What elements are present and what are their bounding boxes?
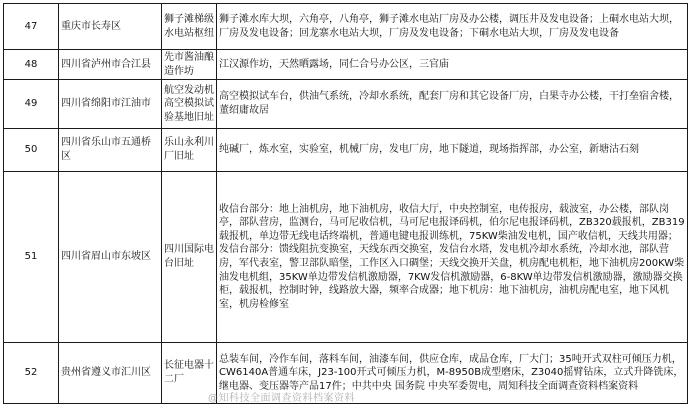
row-site-name: 长征电器十二厂 [162, 343, 217, 404]
row-site-name: 四川国际电台旧址 [162, 172, 217, 343]
row-number: 47 [4, 4, 59, 50]
row-location: 四川省眉山市东坡区 [59, 172, 162, 343]
row-location: 重庆市长寿区 [59, 4, 162, 50]
row-site-name: 乐山永利川厂旧址 [162, 129, 217, 172]
row-site-name: 航空发动机高空模拟试验基地旧址 [162, 80, 217, 129]
row-description: 狮子滩水库大坝，六角亭，八角亭，狮子滩水电站厂房及办公楼，调压井及发电设备；上硐水电站大坝，厂房及发电设备；回龙寨水电站大坝，厂房及发电设备；下硐水电站大坝，厂房及发电设备 [217, 4, 688, 50]
watermark: @知科技全面调查资料档案资料 [208, 393, 355, 404]
row-number: 51 [4, 172, 59, 343]
table-row [4, 4, 688, 50]
table-row [4, 172, 688, 343]
row-number: 50 [4, 129, 59, 172]
row-site-name: 先市酱油酿造作坊 [162, 50, 217, 80]
row-location: 贵州省遵义市汇川区 [59, 343, 162, 404]
row-description: 江汉源作坊，天然晒露场，同仁合号办公区，三官庙 [217, 50, 688, 80]
table-row [4, 129, 688, 172]
row-number: 48 [4, 50, 59, 80]
row-number: 52 [4, 343, 59, 404]
row-location: 四川省乐山市五通桥区 [59, 129, 162, 172]
row-description: 纯碱厂，炼水室，实验室，机械厂房，发电厂房，地下隧道，现场指挥部，办公室，新塘沽石刻 [217, 129, 688, 172]
row-number: 49 [4, 80, 59, 129]
table-row [4, 80, 688, 129]
table-row [4, 50, 688, 80]
heritage-list-table [3, 3, 688, 404]
row-location: 四川省泸州市合江县 [59, 50, 162, 80]
row-description: 高空模拟试车台，供油气系统，冷却水系统，配套厂房和其它设备厂房，白果寺办公楼，干打垒宿舍楼，董绍庸故居 [217, 80, 688, 129]
row-site-name: 狮子滩梯级水电站枢纽 [162, 4, 217, 50]
row-description: 总装车间，冷作车间，落料车间，油漆车间，供应仓库，成品仓库，厂大门；35吨开式双柱可倾压力机，CW6140A普通车床，J23-100开式可倾压力机，M-8950B成型磨床，Z3040摇臂钻床，立式升降铣床，继电器、变压器等产品17件；中共中央 国务院 中央军委贺电，周知科技全面调查资料档案资料 [217, 343, 688, 404]
row-description: 收信台部分：地上油机房，地下油机房，收信大厅，中央控制室，电传报房，载波室，办公楼，部队岗亭，部队营房，监测台，马可尼收信机，马可尼电报译码机，伯尔尼电报译码机，ZB320载报机，ZB319载报机，单边带无线电话终端机，普通电键电报训练机，75KW柴油发电机，国产收信机，天线共用器；发信台部分：馈线阻抗变换室，天线东西交换室，发信台水塔，发电机冷却水系统，冷却水池，部队营房，军代表室，警卫部队暗堡，工作区入口碉堡；天线交换开关盘，机房配电机柜，地下油机房200KW柴油发电机组，35KW单边带发信机激励器，7KW发信机激励器，6-8KW单边带发信机激励器，激励器交换柜，载报机，控制时钟，线路放大器，频率合成器；地下机房：地下油机房，油机房配电室，地下风机室，机房检修室 [217, 172, 688, 343]
row-location: 四川省绵阳市江油市 [59, 80, 162, 129]
table-row [4, 343, 688, 404]
